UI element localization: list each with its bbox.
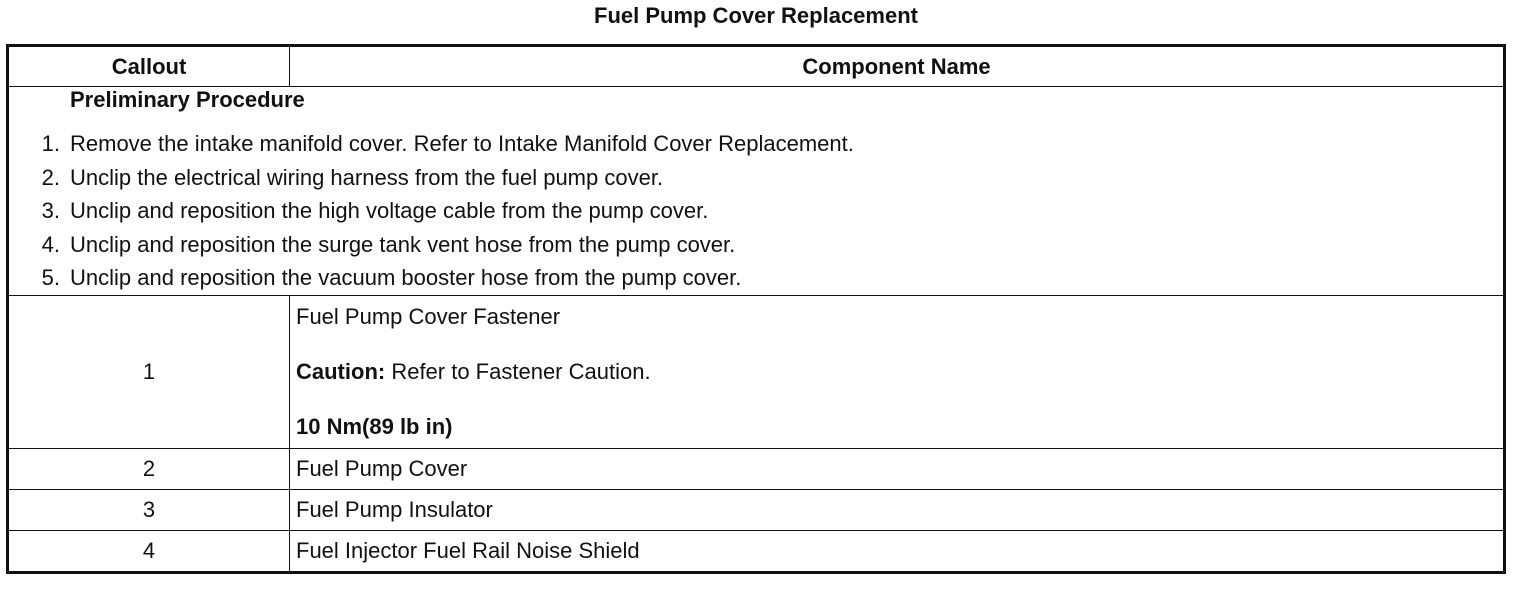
step-text: Remove the intake manifold cover. Refer to Intake Manifold Cover Replacement. [70, 131, 854, 156]
preliminary-procedure [8, 87, 1505, 296]
step-number: 5. [41, 265, 60, 290]
preliminary-step [15, 261, 1497, 295]
torque-spec: 10 Nm(89 lb in) [296, 413, 453, 439]
preliminary-row [8, 87, 1505, 296]
callout-cell: 1 [8, 295, 290, 448]
preliminary-step [15, 228, 1497, 262]
caution-note [296, 359, 1497, 385]
step-number: 4. [41, 231, 60, 257]
callout-cell: 4 [8, 530, 290, 572]
step-text: Unclip and reposition the vacuum booster hose from the pump cover. [70, 265, 742, 290]
step-text: Unclip the electrical wiring harness from the fuel pump cover. [70, 164, 664, 190]
preliminary-step [15, 161, 1497, 195]
step-number: 3. [41, 198, 60, 223]
table-row [8, 489, 1505, 530]
table-row [8, 448, 1505, 489]
caution-label: Caution: [296, 358, 386, 384]
step-number: 1. [41, 131, 60, 156]
preliminary-step [15, 127, 1497, 161]
preliminary-steps [15, 127, 1497, 295]
component-table [6, 44, 1506, 574]
caution-text: Refer to Fastener Caution. [385, 358, 651, 384]
component-name: Fuel Pump Cover Fastener [296, 303, 561, 329]
step-text: Unclip and reposition the surge tank vent hose from the pump cover. [70, 231, 736, 257]
callout-header: Callout [8, 46, 290, 87]
component-cell: Fuel Pump Insulator [290, 489, 1505, 530]
table-row [8, 295, 1505, 448]
step-text: Unclip and reposition the high voltage cable from the pump cover. [70, 198, 709, 223]
callout-cell: 2 [8, 448, 290, 489]
preliminary-step [15, 194, 1497, 228]
callout-cell: 3 [8, 489, 290, 530]
component-cell: Fuel Pump Cover [290, 448, 1505, 489]
document-title: Fuel Pump Cover Replacement [594, 3, 918, 28]
component-cell: Fuel Injector Fuel Rail Noise Shield [290, 530, 1505, 572]
component-name-header: Component Name [290, 46, 1505, 87]
header-row [8, 46, 1505, 87]
table-row [8, 530, 1505, 572]
step-number: 2. [41, 164, 60, 190]
preliminary-heading: Preliminary Procedure [70, 87, 305, 112]
component-cell [290, 295, 1505, 448]
